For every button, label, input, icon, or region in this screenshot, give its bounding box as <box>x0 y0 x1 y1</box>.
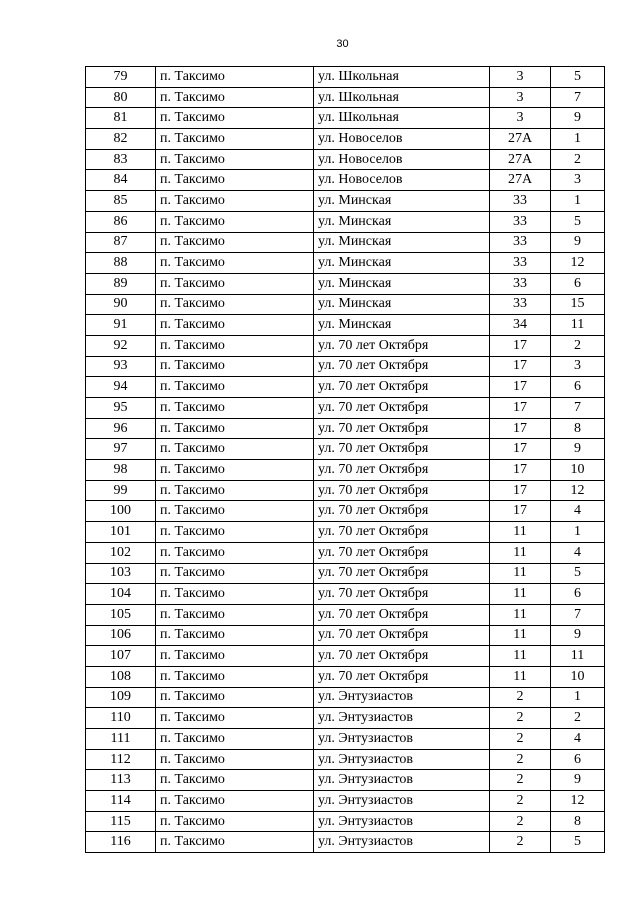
apartment-number-cell: 1 <box>551 129 605 150</box>
settlement-cell: п. Таксимо <box>156 729 314 750</box>
house-number-cell: 17 <box>490 356 551 377</box>
table-row <box>86 149 605 170</box>
street-cell: ул. 70 лет Октября <box>314 335 490 356</box>
row-number-cell: 114 <box>86 791 156 812</box>
row-number-cell: 84 <box>86 170 156 191</box>
apartment-number-cell: 10 <box>551 666 605 687</box>
settlement-cell: п. Таксимо <box>156 273 314 294</box>
row-number-cell: 102 <box>86 542 156 563</box>
house-number-cell: 33 <box>490 294 551 315</box>
settlement-cell: п. Таксимо <box>156 708 314 729</box>
table-row <box>86 170 605 191</box>
house-number-cell: 33 <box>490 253 551 274</box>
settlement-cell: п. Таксимо <box>156 294 314 315</box>
settlement-cell: п. Таксимо <box>156 129 314 150</box>
house-number-cell: 27А <box>490 129 551 150</box>
house-number-cell: 11 <box>490 584 551 605</box>
settlement-cell: п. Таксимо <box>156 460 314 481</box>
house-number-cell: 33 <box>490 211 551 232</box>
table-row <box>86 439 605 460</box>
house-number-cell: 17 <box>490 418 551 439</box>
street-cell: ул. 70 лет Октября <box>314 542 490 563</box>
row-number-cell: 107 <box>86 646 156 667</box>
row-number-cell: 94 <box>86 377 156 398</box>
table-row <box>86 584 605 605</box>
apartment-number-cell: 6 <box>551 749 605 770</box>
house-number-cell: 33 <box>490 232 551 253</box>
row-number-cell: 97 <box>86 439 156 460</box>
settlement-cell: п. Таксимо <box>156 646 314 667</box>
settlement-cell: п. Таксимо <box>156 418 314 439</box>
row-number-cell: 80 <box>86 87 156 108</box>
settlement-cell: п. Таксимо <box>156 584 314 605</box>
row-number-cell: 96 <box>86 418 156 439</box>
apartment-number-cell: 12 <box>551 253 605 274</box>
table-row <box>86 335 605 356</box>
apartment-number-cell: 5 <box>551 67 605 88</box>
house-number-cell: 2 <box>490 811 551 832</box>
apartment-number-cell: 2 <box>551 708 605 729</box>
street-cell: ул. 70 лет Октября <box>314 418 490 439</box>
house-number-cell: 17 <box>490 377 551 398</box>
house-number-cell: 11 <box>490 625 551 646</box>
apartment-number-cell: 9 <box>551 439 605 460</box>
apartment-number-cell: 8 <box>551 811 605 832</box>
settlement-cell: п. Таксимо <box>156 87 314 108</box>
table-row <box>86 604 605 625</box>
street-cell: ул. Энтузиастов <box>314 708 490 729</box>
apartment-number-cell: 6 <box>551 584 605 605</box>
row-number-cell: 111 <box>86 729 156 750</box>
apartment-number-cell: 5 <box>551 832 605 853</box>
row-number-cell: 101 <box>86 522 156 543</box>
settlement-cell: п. Таксимо <box>156 791 314 812</box>
street-cell: ул. Школьная <box>314 108 490 129</box>
street-cell: ул. 70 лет Октября <box>314 646 490 667</box>
settlement-cell: п. Таксимо <box>156 811 314 832</box>
row-number-cell: 91 <box>86 315 156 336</box>
street-cell: ул. Минская <box>314 315 490 336</box>
apartment-number-cell: 5 <box>551 563 605 584</box>
table-row <box>86 315 605 336</box>
apartment-number-cell: 9 <box>551 625 605 646</box>
table-row <box>86 377 605 398</box>
settlement-cell: п. Таксимо <box>156 542 314 563</box>
settlement-cell: п. Таксимо <box>156 67 314 88</box>
row-number-cell: 108 <box>86 666 156 687</box>
street-cell: ул. Энтузиастов <box>314 832 490 853</box>
house-number-cell: 34 <box>490 315 551 336</box>
apartment-number-cell: 9 <box>551 232 605 253</box>
address-table-body <box>86 67 605 853</box>
table-row <box>86 460 605 481</box>
street-cell: ул. Энтузиастов <box>314 749 490 770</box>
settlement-cell: п. Таксимо <box>156 522 314 543</box>
table-row <box>86 625 605 646</box>
row-number-cell: 83 <box>86 149 156 170</box>
settlement-cell: п. Таксимо <box>156 480 314 501</box>
street-cell: ул. Школьная <box>314 87 490 108</box>
apartment-number-cell: 8 <box>551 418 605 439</box>
apartment-number-cell: 4 <box>551 501 605 522</box>
apartment-number-cell: 7 <box>551 398 605 419</box>
settlement-cell: п. Таксимо <box>156 604 314 625</box>
street-cell: ул. 70 лет Октября <box>314 398 490 419</box>
table-row <box>86 791 605 812</box>
apartment-number-cell: 1 <box>551 687 605 708</box>
row-number-cell: 103 <box>86 563 156 584</box>
settlement-cell: п. Таксимо <box>156 232 314 253</box>
street-cell: ул. Энтузиастов <box>314 811 490 832</box>
house-number-cell: 3 <box>490 67 551 88</box>
apartment-number-cell: 3 <box>551 170 605 191</box>
house-number-cell: 2 <box>490 708 551 729</box>
street-cell: ул. 70 лет Октября <box>314 460 490 481</box>
street-cell: ул. Энтузиастов <box>314 729 490 750</box>
street-cell: ул. 70 лет Октября <box>314 356 490 377</box>
row-number-cell: 113 <box>86 770 156 791</box>
row-number-cell: 115 <box>86 811 156 832</box>
table-row <box>86 211 605 232</box>
table-row <box>86 563 605 584</box>
apartment-number-cell: 4 <box>551 542 605 563</box>
apartment-number-cell: 1 <box>551 191 605 212</box>
row-number-cell: 99 <box>86 480 156 501</box>
settlement-cell: п. Таксимо <box>156 749 314 770</box>
row-number-cell: 116 <box>86 832 156 853</box>
table-row <box>86 832 605 853</box>
house-number-cell: 11 <box>490 542 551 563</box>
row-number-cell: 90 <box>86 294 156 315</box>
apartment-number-cell: 3 <box>551 356 605 377</box>
street-cell: ул. 70 лет Октября <box>314 377 490 398</box>
row-number-cell: 110 <box>86 708 156 729</box>
table-row <box>86 87 605 108</box>
settlement-cell: п. Таксимо <box>156 666 314 687</box>
settlement-cell: п. Таксимо <box>156 191 314 212</box>
street-cell: ул. 70 лет Октября <box>314 604 490 625</box>
row-number-cell: 92 <box>86 335 156 356</box>
row-number-cell: 93 <box>86 356 156 377</box>
street-cell: ул. 70 лет Октября <box>314 480 490 501</box>
apartment-number-cell: 2 <box>551 335 605 356</box>
row-number-cell: 95 <box>86 398 156 419</box>
house-number-cell: 17 <box>490 501 551 522</box>
settlement-cell: п. Таксимо <box>156 149 314 170</box>
house-number-cell: 2 <box>490 729 551 750</box>
street-cell: ул. Школьная <box>314 67 490 88</box>
settlement-cell: п. Таксимо <box>156 211 314 232</box>
apartment-number-cell: 11 <box>551 315 605 336</box>
street-cell: ул. Минская <box>314 211 490 232</box>
table-row <box>86 232 605 253</box>
house-number-cell: 11 <box>490 666 551 687</box>
table-row <box>86 108 605 129</box>
row-number-cell: 81 <box>86 108 156 129</box>
apartment-number-cell: 2 <box>551 149 605 170</box>
apartment-number-cell: 1 <box>551 522 605 543</box>
row-number-cell: 89 <box>86 273 156 294</box>
apartment-number-cell: 10 <box>551 460 605 481</box>
row-number-cell: 86 <box>86 211 156 232</box>
apartment-number-cell: 4 <box>551 729 605 750</box>
street-cell: ул. 70 лет Октября <box>314 501 490 522</box>
street-cell: ул. Энтузиастов <box>314 791 490 812</box>
apartment-number-cell: 5 <box>551 211 605 232</box>
street-cell: ул. Минская <box>314 191 490 212</box>
street-cell: ул. 70 лет Октября <box>314 522 490 543</box>
table-row <box>86 811 605 832</box>
house-number-cell: 2 <box>490 687 551 708</box>
settlement-cell: п. Таксимо <box>156 398 314 419</box>
house-number-cell: 17 <box>490 335 551 356</box>
table-row <box>86 273 605 294</box>
apartment-number-cell: 12 <box>551 791 605 812</box>
street-cell: ул. Минская <box>314 232 490 253</box>
settlement-cell: п. Таксимо <box>156 377 314 398</box>
table-row <box>86 253 605 274</box>
house-number-cell: 11 <box>490 604 551 625</box>
table-row <box>86 708 605 729</box>
settlement-cell: п. Таксимо <box>156 832 314 853</box>
house-number-cell: 33 <box>490 273 551 294</box>
house-number-cell: 27А <box>490 149 551 170</box>
house-number-cell: 27А <box>490 170 551 191</box>
street-cell: ул. Новоселов <box>314 170 490 191</box>
table-row <box>86 666 605 687</box>
row-number-cell: 105 <box>86 604 156 625</box>
apartment-number-cell: 6 <box>551 273 605 294</box>
street-cell: ул. Новоселов <box>314 129 490 150</box>
house-number-cell: 33 <box>490 191 551 212</box>
house-number-cell: 11 <box>490 563 551 584</box>
apartment-number-cell: 11 <box>551 646 605 667</box>
street-cell: ул. Минская <box>314 253 490 274</box>
settlement-cell: п. Таксимо <box>156 253 314 274</box>
settlement-cell: п. Таксимо <box>156 687 314 708</box>
row-number-cell: 87 <box>86 232 156 253</box>
table-row <box>86 542 605 563</box>
settlement-cell: п. Таксимо <box>156 315 314 336</box>
street-cell: ул. 70 лет Октября <box>314 625 490 646</box>
row-number-cell: 112 <box>86 749 156 770</box>
row-number-cell: 79 <box>86 67 156 88</box>
row-number-cell: 98 <box>86 460 156 481</box>
row-number-cell: 100 <box>86 501 156 522</box>
apartment-number-cell: 7 <box>551 604 605 625</box>
settlement-cell: п. Таксимо <box>156 356 314 377</box>
apartment-number-cell: 12 <box>551 480 605 501</box>
settlement-cell: п. Таксимо <box>156 563 314 584</box>
settlement-cell: п. Таксимо <box>156 170 314 191</box>
house-number-cell: 17 <box>490 398 551 419</box>
house-number-cell: 17 <box>490 480 551 501</box>
street-cell: ул. Энтузиастов <box>314 687 490 708</box>
street-cell: ул. Минская <box>314 273 490 294</box>
street-cell: ул. 70 лет Октября <box>314 563 490 584</box>
address-table <box>85 66 605 853</box>
street-cell: ул. Минская <box>314 294 490 315</box>
street-cell: ул. 70 лет Октября <box>314 439 490 460</box>
house-number-cell: 17 <box>490 460 551 481</box>
table-row <box>86 749 605 770</box>
settlement-cell: п. Таксимо <box>156 501 314 522</box>
apartment-number-cell: 15 <box>551 294 605 315</box>
house-number-cell: 11 <box>490 646 551 667</box>
house-number-cell: 2 <box>490 832 551 853</box>
settlement-cell: п. Таксимо <box>156 439 314 460</box>
row-number-cell: 82 <box>86 129 156 150</box>
table-row <box>86 129 605 150</box>
table-row <box>86 646 605 667</box>
table-row <box>86 501 605 522</box>
house-number-cell: 17 <box>490 439 551 460</box>
table-row <box>86 770 605 791</box>
house-number-cell: 2 <box>490 791 551 812</box>
table-row <box>86 191 605 212</box>
table-row <box>86 356 605 377</box>
table-row <box>86 67 605 88</box>
row-number-cell: 106 <box>86 625 156 646</box>
apartment-number-cell: 9 <box>551 108 605 129</box>
settlement-cell: п. Таксимо <box>156 625 314 646</box>
row-number-cell: 109 <box>86 687 156 708</box>
apartment-number-cell: 7 <box>551 87 605 108</box>
settlement-cell: п. Таксимо <box>156 335 314 356</box>
page-number: 30 <box>336 38 349 50</box>
apartment-number-cell: 9 <box>551 770 605 791</box>
apartment-number-cell: 6 <box>551 377 605 398</box>
table-row <box>86 522 605 543</box>
street-cell: ул. Новоселов <box>314 149 490 170</box>
settlement-cell: п. Таксимо <box>156 770 314 791</box>
house-number-cell: 3 <box>490 108 551 129</box>
house-number-cell: 3 <box>490 87 551 108</box>
row-number-cell: 104 <box>86 584 156 605</box>
house-number-cell: 2 <box>490 770 551 791</box>
table-row <box>86 687 605 708</box>
settlement-cell: п. Таксимо <box>156 108 314 129</box>
house-number-cell: 11 <box>490 522 551 543</box>
house-number-cell: 2 <box>490 749 551 770</box>
table-row <box>86 729 605 750</box>
row-number-cell: 85 <box>86 191 156 212</box>
row-number-cell: 88 <box>86 253 156 274</box>
table-row <box>86 398 605 419</box>
table-row <box>86 294 605 315</box>
table-row <box>86 418 605 439</box>
street-cell: ул. 70 лет Октября <box>314 584 490 605</box>
street-cell: ул. Энтузиастов <box>314 770 490 791</box>
street-cell: ул. 70 лет Октября <box>314 666 490 687</box>
table-row <box>86 480 605 501</box>
